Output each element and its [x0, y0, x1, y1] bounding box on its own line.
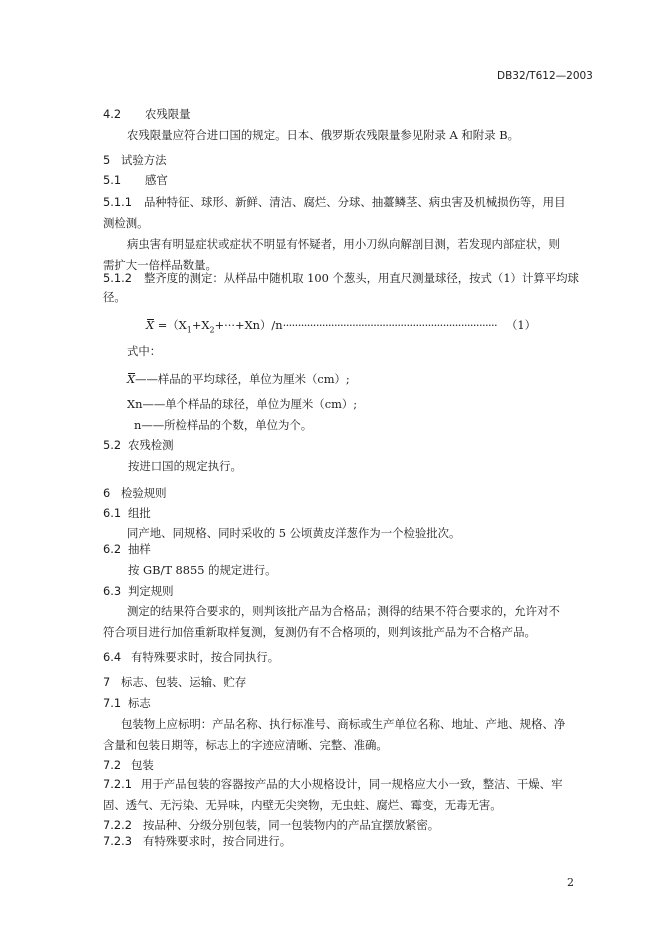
section-title: 标志、包装、运输、贮存 — [121, 675, 247, 689]
section-number: 5 — [103, 153, 111, 167]
section-number: 7.2 — [103, 758, 122, 772]
section-heading — [103, 697, 151, 711]
paragraph-line: 符合项目进行加倍重新取样复测，复测仍有不合格项的，则判该批产品为不合格产品。 — [103, 625, 536, 639]
section-number: 5.1 — [103, 173, 122, 187]
section-heading — [103, 585, 174, 599]
section-heading — [103, 759, 154, 773]
section-number: 6.1 — [103, 506, 122, 520]
paragraph-line: 径。 — [103, 290, 126, 304]
clause-line — [103, 272, 579, 286]
clause-text: 按品种、分级分别包装，同一包装物内的产品宜摆放紧密。 — [143, 818, 440, 832]
section-number: 7.1 — [103, 696, 122, 710]
variable-definition: n——所检样品的个数，单位为个。 — [134, 418, 313, 432]
paragraph-line: 测定的结果符合要求的，则判该批产品为合格品；测得的结果不符合要求的，允许对不 — [127, 604, 560, 618]
section-title: 试验方法 — [121, 153, 167, 167]
page-number: 2 — [567, 876, 574, 889]
clause-number: 7.2.3 — [103, 834, 132, 848]
formula-part: +X — [191, 318, 210, 332]
clause-line — [103, 196, 565, 210]
mean-symbol: X — [127, 372, 136, 386]
section-number: 6 — [103, 486, 111, 500]
formula-part: =（X — [154, 318, 187, 332]
section-number: 5.2 — [103, 438, 122, 452]
section-title: 判定规则 — [128, 584, 174, 598]
clause-line — [103, 819, 439, 833]
section-heading — [103, 174, 168, 188]
section-title: 抽样 — [128, 542, 151, 556]
section-heading — [103, 676, 246, 690]
section-number: 6.3 — [103, 584, 122, 598]
clause-number: 7.2.2 — [103, 818, 132, 832]
clause-text: 整齐度的测定：从样品中随机取 100 个葱头，用直尺测量球径，按式（1）计算平均球 — [144, 271, 579, 285]
formula-subscript: 2 — [209, 325, 215, 335]
section-heading — [103, 439, 174, 453]
section-heading — [103, 487, 167, 501]
clause-line — [103, 651, 279, 665]
clause-number: 6.4 — [103, 650, 122, 664]
section-heading — [103, 507, 151, 521]
section-title: 感官 — [145, 173, 168, 187]
paragraph-line: 含量和包装日期等，标志上的字迹应清晰、完整、准确。 — [103, 738, 388, 752]
section-heading — [103, 154, 167, 168]
formula-part: +···+Xn）/n — [214, 318, 283, 332]
variable-definition — [127, 373, 350, 387]
clause-text: 有特殊要求时，按合同进行。 — [143, 834, 292, 848]
mean-symbol: X — [146, 318, 155, 332]
section-heading — [103, 543, 151, 557]
paragraph-line: 病虫害有明显症状或症状不明显有怀疑者，用小刀纵向解剖目测，若发现内部症状，则 — [127, 237, 560, 251]
clause-line — [103, 835, 291, 849]
clause-text: 有特殊要求时，按合同执行。 — [131, 650, 280, 664]
clause-text: 用于产品包装的容器按产品的大小规格设计，同一规格应大小一致，整洁、干燥、牢 — [141, 777, 563, 791]
paragraph-line: 固、透气、无污染、无异味，内壁无尖突物，无虫蛀、腐烂、霉变，无毒无害。 — [103, 798, 502, 812]
section-title: 农残限量 — [145, 107, 191, 121]
where-label: 式中： — [127, 344, 162, 358]
section-title: 检验规则 — [121, 486, 167, 500]
clause-number: 7.2.1 — [103, 777, 132, 791]
section-title: 农残检测 — [128, 438, 174, 452]
formula-subscript: 1 — [186, 325, 192, 335]
paragraph-line: 按 GB/T 8855 的规定进行。 — [128, 563, 277, 577]
paragraph-line: 需扩大一倍样品数量。 — [103, 258, 217, 272]
formula — [146, 319, 497, 335]
paragraph-line: 同产地、同规格、同时采收的 5 公顷黄皮洋葱作为一个检验批次。 — [127, 526, 461, 540]
section-number: 7 — [103, 675, 111, 689]
section-number: 6.2 — [103, 542, 122, 556]
variable-definition: Xn——单个样品的球径，单位为厘米（cm）; — [127, 397, 358, 411]
section-title: 标志 — [128, 696, 151, 710]
paragraph-line: 农残限量应符合进口国的规定。日本、俄罗斯农残限量参见附录 A 和附录 B。 — [127, 128, 519, 142]
paragraph-line: 测检测。 — [103, 216, 149, 230]
equation-number: （1） — [506, 318, 537, 332]
clause-line — [103, 778, 562, 792]
paragraph-line: 按进口国的规定执行。 — [128, 459, 242, 473]
definition-text: ——样品的平均球径，单位为厘米（cm）; — [135, 372, 350, 386]
section-title: 组批 — [128, 506, 151, 520]
section-heading — [103, 108, 191, 122]
clause-text: 品种特征、球形、新鲜、清洁、腐烂、分球、抽薹鳞茎、病虫害及机械损伤等，用目 — [144, 195, 566, 209]
section-title: 包装 — [131, 758, 154, 772]
clause-number: 5.1.2 — [103, 271, 132, 285]
document-code: DB32/T612—2003 — [497, 70, 593, 82]
formula-leader-dots: ······································································· — [282, 318, 498, 332]
section-number: 4.2 — [103, 107, 122, 121]
paragraph-line: 包装物上应标明：产品名称、执行标准号、商标或生产单位名称、地址、产地、规格、净 — [121, 717, 566, 731]
clause-number: 5.1.1 — [103, 195, 132, 209]
